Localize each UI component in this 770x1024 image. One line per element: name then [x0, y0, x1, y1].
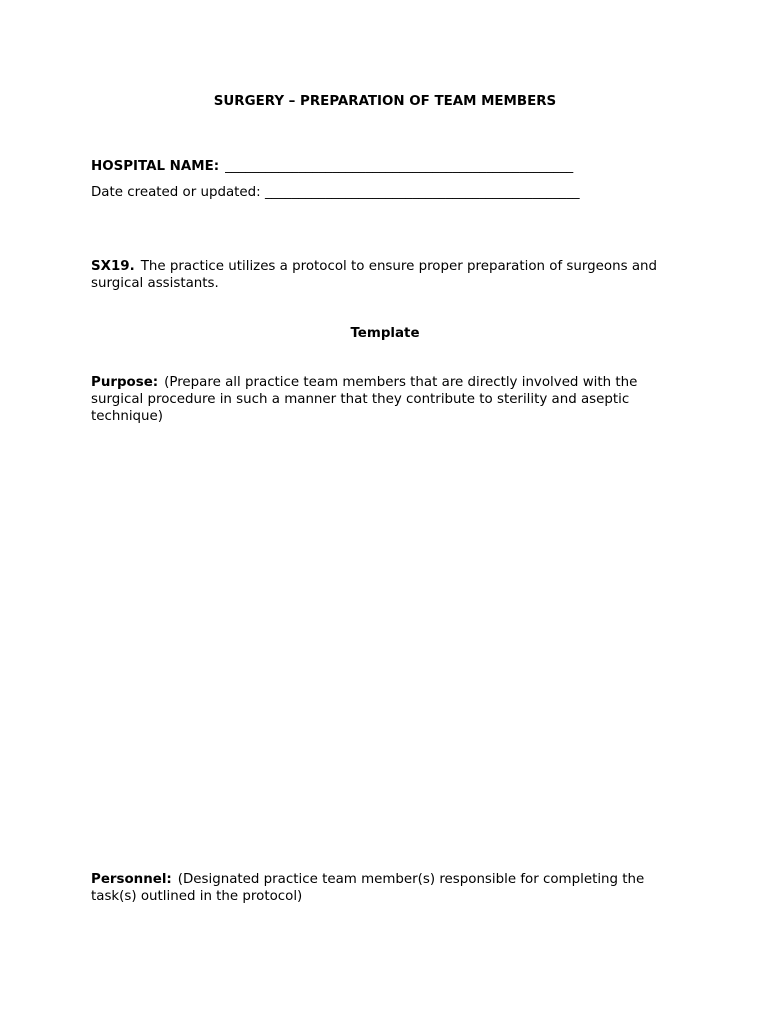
date-label: Date created or updated: — [91, 185, 261, 200]
hospital-name-label: HOSPITAL NAME: — [91, 159, 220, 174]
hospital-name-blank: ____________________________________________________ — [225, 159, 574, 174]
date-blank: _______________________________________________ — [264, 185, 580, 200]
sx-text: The practice utilizes a protocol to ensure proper preparation of surgeons and surgical assistants. — [91, 259, 658, 291]
sx-statement — [91, 258, 681, 292]
sx-code: SX19. — [91, 259, 135, 274]
purpose-text: (Prepare all practice team members that are directly involved with the surgical procedure in such a manner that they contribute to sterility and aseptic technique) — [91, 375, 638, 424]
purpose-section — [91, 374, 681, 425]
purpose-label: Purpose: — [91, 375, 159, 390]
hospital-name-line — [91, 158, 681, 175]
template-heading: Template — [350, 326, 420, 341]
document-title: SURGERY – PREPARATION OF TEAM MEMBERS — [213, 94, 557, 109]
personnel-label: Personnel: — [91, 872, 172, 887]
personnel-section — [91, 871, 681, 905]
personnel-text: (Designated practice team member(s) responsible for completing the task(s) outlined in the protocol) — [91, 872, 645, 904]
date-line — [91, 184, 681, 201]
